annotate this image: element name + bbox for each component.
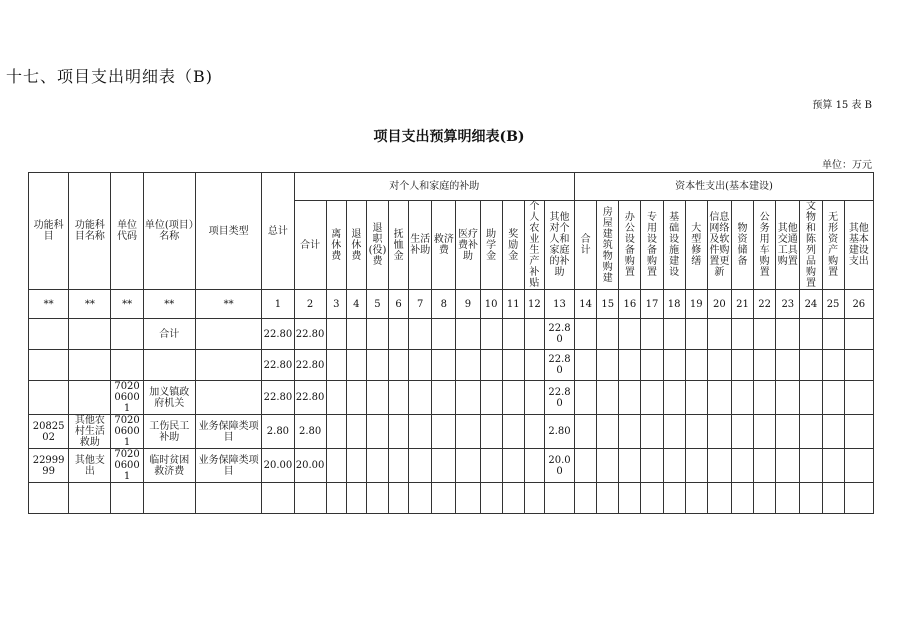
project-type-cell <box>195 381 261 415</box>
table-row <box>29 449 874 483</box>
func-name-cell: 其他支出 <box>69 449 111 483</box>
total-cell: 22.80 <box>262 381 294 415</box>
index-cell: 21 <box>731 290 753 319</box>
section-title: 十七、项目支出明细表（B) <box>6 67 214 86</box>
index-cell: 14 <box>575 290 597 319</box>
personal-total-cell: 22.80 <box>294 381 326 415</box>
header-capital-col: 大型修缮 <box>685 201 707 290</box>
table-row <box>29 483 874 514</box>
func-code-cell: 2299999 <box>29 449 69 483</box>
total-cell: 22.80 <box>262 350 294 381</box>
index-cell: 26 <box>844 290 873 319</box>
total-cell: 22.80 <box>262 319 294 350</box>
personal-total-cell: 22.80 <box>294 350 326 381</box>
header-personal-col: 助学金 <box>480 201 502 290</box>
index-cell: 4 <box>346 290 366 319</box>
func-code-cell <box>29 350 69 381</box>
table-row <box>29 319 874 350</box>
personal-total-cell: 20.00 <box>294 449 326 483</box>
func-name-cell <box>69 381 111 415</box>
unit-name-cell: 临时贫困救济费 <box>143 449 195 483</box>
personal-total-cell: 22.80 <box>294 319 326 350</box>
header-capital-col: 基础设施建设 <box>663 201 685 290</box>
func-code-cell <box>29 483 69 514</box>
index-cell: 17 <box>641 290 663 319</box>
index-cell: 2 <box>294 290 326 319</box>
unit-name-cell: 加义镇政府机关 <box>143 381 195 415</box>
index-cell: ** <box>143 290 195 319</box>
header-personal-col: 个人农业生产补贴 <box>524 201 544 290</box>
func-name-cell <box>69 483 111 514</box>
index-cell: 24 <box>800 290 822 319</box>
other-personal-cell <box>544 483 574 514</box>
unit-code-cell <box>111 483 143 514</box>
unit-code-cell <box>111 350 143 381</box>
project-type-cell <box>195 483 261 514</box>
header-capital-col: 物资储备 <box>731 201 753 290</box>
header-personal-col: 其他对个人和家庭的补助 <box>544 201 574 290</box>
unit-code-cell <box>111 319 143 350</box>
project-type-cell: 业务保障类项目 <box>195 415 261 449</box>
index-cell: 15 <box>597 290 619 319</box>
other-personal-cell: 22.80 <box>544 381 574 415</box>
index-cell: ** <box>69 290 111 319</box>
header-personal-col: 救济费 <box>432 201 456 290</box>
group-capital-expenditure: 资本性支出(基本建设) <box>575 173 874 201</box>
header-project-type: 项目类型 <box>195 173 261 290</box>
header-func-code: 功能科目 <box>29 173 69 290</box>
document-title: 项目支出预算明细表(B) <box>373 129 525 145</box>
index-cell: 25 <box>822 290 844 319</box>
func-code-cell <box>29 319 69 350</box>
header-capital-col: 无形资产购置 <box>822 201 844 290</box>
index-cell: 19 <box>685 290 707 319</box>
unit-name-cell: 工伤民工补助 <box>143 415 195 449</box>
header-personal-col: 离休费 <box>326 201 346 290</box>
unit-code-cell: 702006001 <box>111 415 143 449</box>
index-cell: ** <box>195 290 261 319</box>
other-personal-cell: 22.80 <box>544 350 574 381</box>
header-unit-name: 单位(项目）名称 <box>143 173 195 290</box>
index-row <box>29 290 874 319</box>
index-cell: 10 <box>480 290 502 319</box>
index-cell: 9 <box>456 290 480 319</box>
header-capital-col: 信息网络及软件购置更新 <box>707 201 731 290</box>
header-capital-col: 办公设备购置 <box>619 201 641 290</box>
func-code-cell <box>29 381 69 415</box>
project-type-cell: 业务保障类项目 <box>195 449 261 483</box>
func-code-cell: 2082502 <box>29 415 69 449</box>
index-cell: 23 <box>776 290 800 319</box>
total-cell: 20.00 <box>262 449 294 483</box>
unit-name-cell: 合计 <box>143 319 195 350</box>
unit-code-cell: 702006001 <box>111 449 143 483</box>
other-personal-cell: 2.80 <box>544 415 574 449</box>
index-cell: 18 <box>663 290 685 319</box>
index-cell: 12 <box>524 290 544 319</box>
header-personal-col: 抚恤金 <box>389 201 409 290</box>
header-personal-col: 合计 <box>294 201 326 290</box>
header-capital-col: 其他交通工具购置 <box>776 201 800 290</box>
index-cell: 11 <box>502 290 524 319</box>
header-capital-col: 房屋建筑物购建 <box>597 201 619 290</box>
header-personal-col: 医疗费补助 <box>456 201 480 290</box>
header-personal-col: 奖励金 <box>502 201 524 290</box>
unit-name-cell <box>143 350 195 381</box>
header-capital-col: 其他基本建设支出 <box>844 201 873 290</box>
unit-code-cell: 702006001 <box>111 381 143 415</box>
project-type-cell <box>195 350 261 381</box>
func-name-cell: 其他农村生活救助 <box>69 415 111 449</box>
personal-total-cell: 2.80 <box>294 415 326 449</box>
func-name-cell <box>69 350 111 381</box>
header-capital-col: 公务用车购置 <box>754 201 776 290</box>
header-personal-col: 生活补助 <box>409 201 432 290</box>
index-cell: 3 <box>326 290 346 319</box>
table-row <box>29 381 874 415</box>
total-cell <box>262 483 294 514</box>
table-row <box>29 415 874 449</box>
budget-table <box>28 172 874 514</box>
index-cell: 22 <box>754 290 776 319</box>
header-capital-col: 专用设备购置 <box>641 201 663 290</box>
index-cell: 7 <box>409 290 432 319</box>
personal-total-cell <box>294 483 326 514</box>
table-row <box>29 350 874 381</box>
header-capital-col: 文物和陈列品购置 <box>800 201 822 290</box>
index-cell: 1 <box>262 290 294 319</box>
other-personal-cell: 22.80 <box>544 319 574 350</box>
header-personal-col: 退休费 <box>346 201 366 290</box>
header-total: 总计 <box>262 173 294 290</box>
index-cell: 20 <box>707 290 731 319</box>
header-unit-code: 单位代码 <box>111 173 143 290</box>
func-name-cell <box>69 319 111 350</box>
unit-name-cell <box>143 483 195 514</box>
index-cell: ** <box>29 290 69 319</box>
total-cell: 2.80 <box>262 415 294 449</box>
table-number: 预算 15 表 B <box>812 100 872 111</box>
index-cell: ** <box>111 290 143 319</box>
header-func-name: 功能科目名称 <box>69 173 111 290</box>
group-personal-subsidy: 对个人和家庭的补助 <box>294 173 575 201</box>
index-cell: 6 <box>389 290 409 319</box>
index-cell: 5 <box>366 290 388 319</box>
index-cell: 13 <box>544 290 574 319</box>
index-cell: 16 <box>619 290 641 319</box>
unit-label: 单位：万元 <box>822 160 872 171</box>
other-personal-cell: 20.00 <box>544 449 574 483</box>
header-capital-col: 合计 <box>575 201 597 290</box>
index-cell: 8 <box>432 290 456 319</box>
header-personal-col: 退职(役)费 <box>366 201 388 290</box>
project-type-cell <box>195 319 261 350</box>
